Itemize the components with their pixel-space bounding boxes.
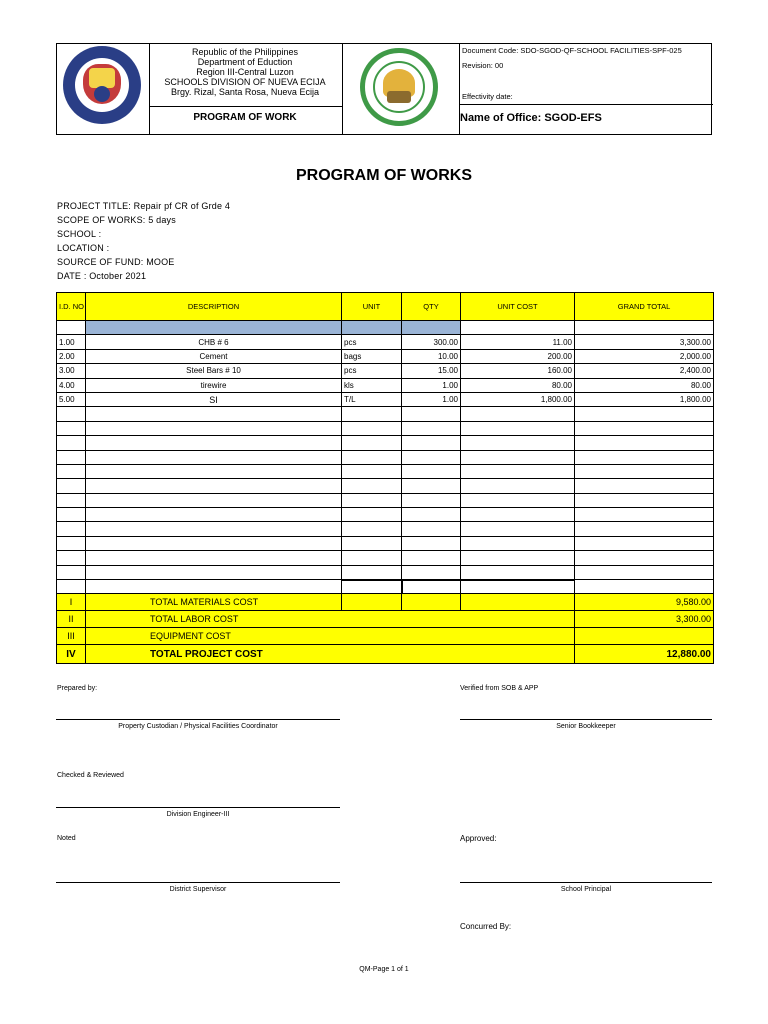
item-id: 1.00 <box>57 335 86 349</box>
table-row <box>57 522 714 536</box>
total-label: EQUIPMENT COST <box>86 628 575 645</box>
col-header-unit: UNIT <box>342 293 402 321</box>
division-text: SCHOOLS DIVISION OF NUEVA ECIJA <box>164 77 326 87</box>
school-field: SCHOOL : <box>57 229 102 239</box>
signature-line <box>460 882 712 883</box>
republic-text: Republic of the Philippines <box>191 47 299 57</box>
equipment-cost-row <box>57 628 714 645</box>
total-label: TOTAL MATERIALS COST <box>86 594 342 611</box>
table-row <box>57 392 714 406</box>
total-num: III <box>57 628 86 645</box>
table-header-row <box>57 293 714 321</box>
region-text: Region III-Central Luzon <box>196 67 294 77</box>
item-id: 4.00 <box>57 378 86 392</box>
prepared-by-label: Prepared by: <box>57 685 98 692</box>
principal-title: School Principal <box>560 886 612 893</box>
department-text: Department of Eduction <box>197 57 293 67</box>
page-title: PROGRAM OF WORKS <box>296 167 472 184</box>
item-unit-cost: 160.00 <box>461 364 575 378</box>
table-row <box>57 421 714 435</box>
total-materials-row <box>57 594 714 611</box>
item-id: 2.00 <box>57 349 86 363</box>
custodian-title: Property Custodian / Physical Facilities Coordinator <box>118 723 278 730</box>
item-unit: T/L <box>342 392 402 406</box>
concurred-label: Concurred By: <box>460 922 512 931</box>
source-of-fund: SOURCE OF FUND: MOOE <box>57 257 175 267</box>
form-title: PROGRAM OF WORK <box>193 112 297 123</box>
table-row <box>57 378 714 392</box>
table-row <box>57 551 714 565</box>
total-num: I <box>57 594 86 611</box>
supervisor-title: District Supervisor <box>169 886 227 893</box>
revision: Revision: 00 <box>462 61 504 70</box>
col-header-grand-total: GRAND TOTAL <box>575 293 714 321</box>
table-row <box>57 335 714 349</box>
total-num: IV <box>57 645 86 664</box>
item-total: 3,300.00 <box>575 335 714 349</box>
document-code: Document Code: SDO-SGOD-QF-SCHOOL FACILITIES-SPF-025 <box>462 46 682 55</box>
item-description: SI <box>86 392 342 406</box>
address-text: Brgy. Rizal, Santa Rosa, Nueva Ecija <box>171 87 319 97</box>
header-divider <box>149 106 342 107</box>
table-row <box>57 407 714 421</box>
item-total: 2,000.00 <box>575 349 714 363</box>
item-unit-cost: 200.00 <box>461 349 575 363</box>
table-row <box>57 436 714 450</box>
item-id: 5.00 <box>57 392 86 406</box>
item-unit-cost: 80.00 <box>461 378 575 392</box>
table-row <box>57 580 714 594</box>
checked-label: Checked & Reviewed <box>57 772 124 779</box>
table-row <box>57 565 714 579</box>
verified-label: Verified from SOB & APP <box>460 685 539 692</box>
deped-seal-icon <box>63 46 141 124</box>
signature-line <box>460 719 712 720</box>
item-qty: 1.00 <box>402 378 461 392</box>
item-unit: bags <box>342 349 402 363</box>
location-field: LOCATION : <box>57 243 110 253</box>
item-description: Steel Bars # 10 <box>86 364 342 378</box>
table-row <box>57 493 714 507</box>
item-qty: 15.00 <box>402 364 461 378</box>
total-label: TOTAL PROJECT COST <box>86 645 575 664</box>
header-divider <box>459 104 713 105</box>
item-total: 1,800.00 <box>575 392 714 406</box>
table-row <box>57 508 714 522</box>
total-num: II <box>57 611 86 628</box>
table-row <box>57 536 714 550</box>
table-row <box>57 364 714 378</box>
col-header-unit-cost: UNIT COST <box>461 293 575 321</box>
table-row <box>57 450 714 464</box>
item-qty: 1.00 <box>402 392 461 406</box>
engineer-title: Division Engineer-III <box>166 811 230 818</box>
scope-of-works: SCOPE OF WORKS: 5 days <box>57 215 176 225</box>
item-unit: pcs <box>342 364 402 378</box>
table-row <box>57 349 714 363</box>
item-unit-cost: 1,800.00 <box>461 392 575 406</box>
signature-line <box>56 719 340 720</box>
item-qty: 10.00 <box>402 349 461 363</box>
program-of-works-table <box>56 292 714 664</box>
table-row <box>57 479 714 493</box>
item-total: 80.00 <box>575 378 714 392</box>
item-qty: 300.00 <box>402 335 461 349</box>
item-id: 3.00 <box>57 364 86 378</box>
item-unit-cost: 11.00 <box>461 335 575 349</box>
header-divider <box>342 44 343 134</box>
item-unit: pcs <box>342 335 402 349</box>
item-description: tirewire <box>86 378 342 392</box>
total-project-row <box>57 645 714 664</box>
col-header-description: DESCRIPTION <box>86 293 342 321</box>
table-row <box>57 464 714 478</box>
project-title: PROJECT TITLE: Repair pf CR of Grde 4 <box>57 201 231 211</box>
col-header-id: I.D. NO <box>57 293 86 321</box>
item-description: CHB # 6 <box>86 335 342 349</box>
signature-line <box>56 807 340 808</box>
page-footer: QM-Page 1 of 1 <box>359 966 409 973</box>
noted-label: Noted <box>57 835 76 842</box>
effectivity-date: Effectivity date: <box>462 92 513 101</box>
item-unit: kls <box>342 378 402 392</box>
bookkeeper-title: Senior Bookkeeper <box>556 723 616 730</box>
approved-label: Approved: <box>460 834 497 843</box>
item-description: Cement <box>86 349 342 363</box>
total-value: 9,580.00 <box>575 594 714 611</box>
date-field: DATE : October 2021 <box>57 271 147 281</box>
table-row <box>57 321 714 335</box>
total-label: TOTAL LABOR COST <box>86 611 575 628</box>
total-value: 3,300.00 <box>575 611 714 628</box>
signature-line <box>56 882 340 883</box>
item-total: 2,400.00 <box>575 364 714 378</box>
office-name: Name of Office: SGOD-EFS <box>460 112 602 124</box>
col-header-qty: QTY <box>402 293 461 321</box>
total-value <box>575 628 714 645</box>
total-value: 12,880.00 <box>575 645 714 664</box>
total-labor-row <box>57 611 714 628</box>
division-seal-icon <box>360 48 438 126</box>
